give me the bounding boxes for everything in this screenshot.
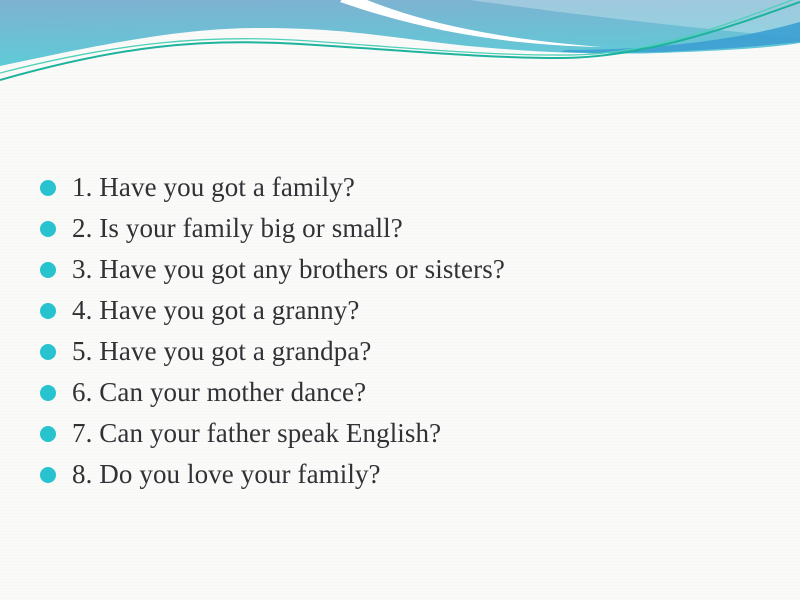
list-item (40, 372, 770, 413)
list-item (40, 167, 770, 208)
list-item (40, 290, 770, 331)
bullet-icon (40, 344, 56, 360)
bullet-text: 3. Have you got any brothers or sisters? (72, 254, 505, 284)
accent-line-light (0, 0, 800, 73)
bullet-icon (40, 180, 56, 196)
bullet-icon (40, 426, 56, 442)
list-item (40, 249, 770, 290)
bullet-icon (40, 385, 56, 401)
list-item (40, 413, 770, 454)
wave-band-main (0, 0, 800, 66)
list-item (40, 454, 770, 495)
bullet-text: 5. Have you got a grandpa? (72, 336, 372, 366)
bullet-text: 6. Can your mother dance? (72, 377, 367, 407)
list-item (40, 331, 770, 372)
bullet-text: 2. Is your family big or small? (72, 213, 403, 243)
accent-line-dark (0, 2, 800, 80)
bullet-text: 8. Do you love your family? (72, 459, 381, 489)
bullet-icon (40, 262, 56, 278)
header-wave-decoration (0, 0, 800, 150)
bullet-icon (40, 221, 56, 237)
wave-dark-stripe (560, 22, 800, 53)
bullet-text: 1. Have you got a family? (72, 172, 355, 202)
bullet-icon (40, 467, 56, 483)
wave-white-swoosh (340, 0, 602, 47)
bullet-icon (40, 303, 56, 319)
bullet-list (40, 167, 770, 495)
list-item (40, 208, 770, 249)
wave-highlight-topright (470, 0, 800, 38)
bullet-text: 7. Can your father speak English? (72, 418, 442, 448)
bullet-text: 4. Have you got a granny? (72, 295, 360, 325)
wave-graphic (0, 0, 800, 150)
